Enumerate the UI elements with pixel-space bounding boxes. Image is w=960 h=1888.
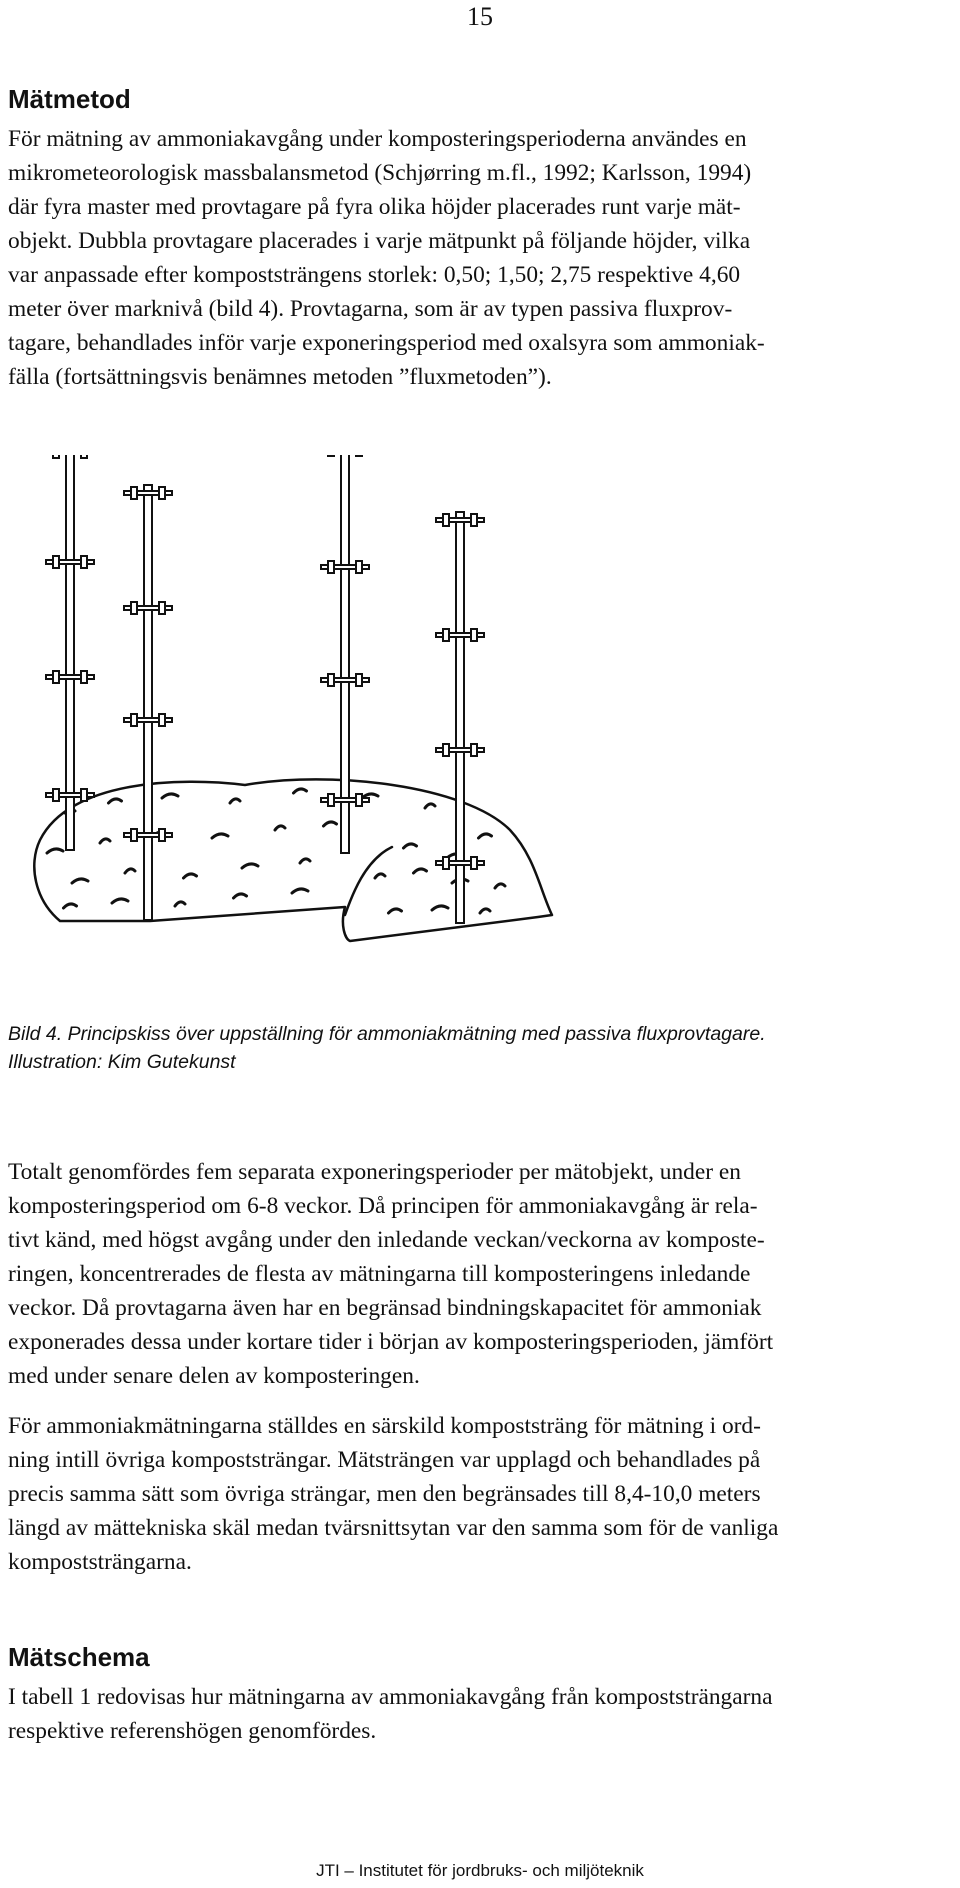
flux-sampler — [53, 556, 59, 568]
text-line: I tabell 1 redovisas hur mätningarna av ammoniakavgång från kompoststrängarna — [8, 1684, 773, 1710]
paragraph-matmetod — [8, 122, 958, 394]
text-line: var anpassade efter kompoststrängens storlek: 0,50; 1,50; 2,75 respektive 4,60 — [8, 262, 741, 288]
flux-sampler — [443, 857, 449, 869]
mast-pole — [341, 455, 349, 853]
text-line: tivt känd, med högst avgång under den inledande veckan/veckorna av komposte- — [8, 1227, 765, 1253]
flux-sampler — [443, 629, 449, 641]
windrow-texture-mark — [479, 834, 492, 838]
flux-sampler — [328, 561, 334, 573]
windrow-texture-mark — [162, 794, 178, 798]
flux-sampler — [471, 857, 477, 869]
text-line: fälla (fortsättningsvis benämnes metoden ”fluxmetoden”). — [8, 364, 552, 390]
flux-sampler — [81, 789, 87, 801]
windrow-texture-mark — [47, 849, 63, 853]
mast-pole — [144, 485, 152, 920]
flux-sampler — [471, 514, 477, 526]
caption-line: Bild 4. Principskiss över uppställning för ammoniakmätning med passiva fluxprovtagare. — [8, 1023, 766, 1045]
windrow-texture-mark — [300, 859, 310, 863]
windrow-texture-mark — [109, 799, 122, 803]
windrow-texture-mark — [64, 904, 77, 908]
flux-sampler — [81, 556, 87, 568]
flux-sampler — [356, 455, 362, 456]
measurement-setup-illustration — [0, 455, 960, 995]
flux-sampler — [443, 514, 449, 526]
text-line: med under senare delen av komposteringen. — [8, 1363, 420, 1389]
measurement-mast — [436, 512, 484, 923]
windrow-texture-mark — [125, 869, 135, 873]
flux-sampler — [443, 744, 449, 756]
mast-pole — [66, 455, 74, 850]
windrow-texture-mark — [324, 822, 337, 826]
text-line: där fyra master med provtagare på fyra olika höjder placerades runt varje mät- — [8, 194, 741, 220]
flux-sampler — [356, 561, 362, 573]
paragraph-exposure-periods — [8, 1155, 958, 1393]
measurement-mast — [321, 455, 369, 853]
flux-sampler — [53, 789, 59, 801]
flux-sampler — [471, 744, 477, 756]
text-line: precis samma sätt som övriga strängar, men den begränsades till 8,4-10,0 meters — [8, 1481, 761, 1507]
windrow-texture-mark — [414, 869, 427, 873]
windrow-texture-mark — [212, 834, 228, 838]
text-line: komposteringsperiod om 6-8 veckor. Då principen för ammoniakavgång är rela- — [8, 1193, 758, 1219]
flux-sampler — [53, 671, 59, 683]
windrow-texture-mark — [375, 874, 385, 878]
windrow-texture-mark — [480, 909, 490, 913]
windrow-texture-mark — [242, 864, 258, 868]
text-line: meter över marknivå (bild 4). Provtagarna, som är av typen passiva fluxprov- — [8, 296, 733, 322]
windrow-texture-mark — [175, 902, 185, 906]
paragraph-measurement-windrow — [8, 1409, 958, 1579]
flux-sampler — [328, 794, 334, 806]
windrow-texture-mark — [234, 894, 247, 898]
text-line: ning intill övriga kompoststrängar. Mätsträngen var upplagd och behandlades på — [8, 1447, 761, 1473]
flux-sampler — [328, 455, 334, 456]
page-footer: JTI – Institutet för jordbruks- och miljöteknik — [316, 1861, 644, 1880]
section-heading-matschema: Mätschema — [8, 1642, 150, 1672]
text-line: För mätning av ammoniakavgång under komposteringsperioderna användes en — [8, 126, 747, 152]
section-heading-matmetod: Mätmetod — [8, 84, 131, 114]
compost-windrow-ridge — [345, 847, 392, 915]
caption-line: Illustration: Kim Gutekunst — [8, 1051, 236, 1073]
text-line: För ammoniakmätningarna ställdes en särskild kompoststräng för mätning i ord- — [8, 1413, 761, 1439]
flux-sampler — [131, 487, 137, 499]
windrow-texture-mark — [404, 844, 417, 848]
windrow-texture-mark — [72, 879, 88, 883]
flux-sampler — [159, 487, 165, 499]
text-line: respektive referenshögen genomfördes. — [8, 1718, 377, 1744]
flux-sampler — [159, 829, 165, 841]
flux-sampler — [131, 602, 137, 614]
flux-sampler — [356, 674, 362, 686]
windrow-texture-mark — [432, 906, 448, 910]
windrow-texture-mark — [184, 874, 197, 878]
flux-sampler — [81, 671, 87, 683]
flux-sampler — [131, 714, 137, 726]
flux-sampler — [328, 674, 334, 686]
windrow-texture-mark — [495, 884, 505, 888]
flux-sampler — [471, 629, 477, 641]
windrow-texture-mark — [230, 799, 240, 803]
windrow-texture-mark — [112, 899, 128, 903]
flux-sampler — [159, 714, 165, 726]
windrow-texture-mark — [389, 909, 402, 913]
text-line: mikrometeorologisk massbalansmetod (Schjørring m.fl., 1992; Karlsson, 1994) — [8, 160, 752, 186]
measurement-mast — [124, 485, 172, 920]
flux-sampler — [53, 455, 59, 458]
windrow-texture-mark — [294, 789, 307, 793]
windrow-texture-mark — [292, 889, 308, 893]
windrow-texture-mark — [425, 804, 435, 808]
text-line: veckor. Då provtagarna även har en begränsad bindningskapacitet för ammoniak — [8, 1295, 762, 1321]
windrow-texture-mark — [100, 839, 110, 843]
text-line: längd av mättekniska skäl medan tvärsnittsytan var den samma som för de vanliga — [8, 1515, 779, 1541]
text-line: tagare, behandlades inför varje exponeringsperiod med oxalsyra som ammoniak- — [8, 330, 765, 356]
measurement-mast — [46, 455, 94, 850]
text-line: exponerades dessa under kortare tider i början av komposteringsperioden, jämfört — [8, 1329, 774, 1355]
flux-sampler — [159, 602, 165, 614]
windrow-texture-mark — [275, 826, 285, 830]
paragraph-matschema — [8, 1680, 958, 1748]
text-line: ringen, koncentrerades de flesta av mätningarna till komposteringens inledande — [8, 1261, 751, 1287]
flux-sampler — [356, 794, 362, 806]
text-line: Totalt genomfördes fem separata exponeringsperioder per mätobjekt, under en — [8, 1159, 741, 1185]
text-line: objekt. Dubbla provtagare placerades i varje mätpunkt på följande höjder, vilka — [8, 228, 751, 254]
flux-sampler — [81, 455, 87, 458]
figure-caption — [8, 1020, 766, 1076]
text-line: kompoststrängarna. — [8, 1549, 192, 1575]
flux-sampler — [131, 829, 137, 841]
page-number: 15 — [467, 2, 493, 31]
